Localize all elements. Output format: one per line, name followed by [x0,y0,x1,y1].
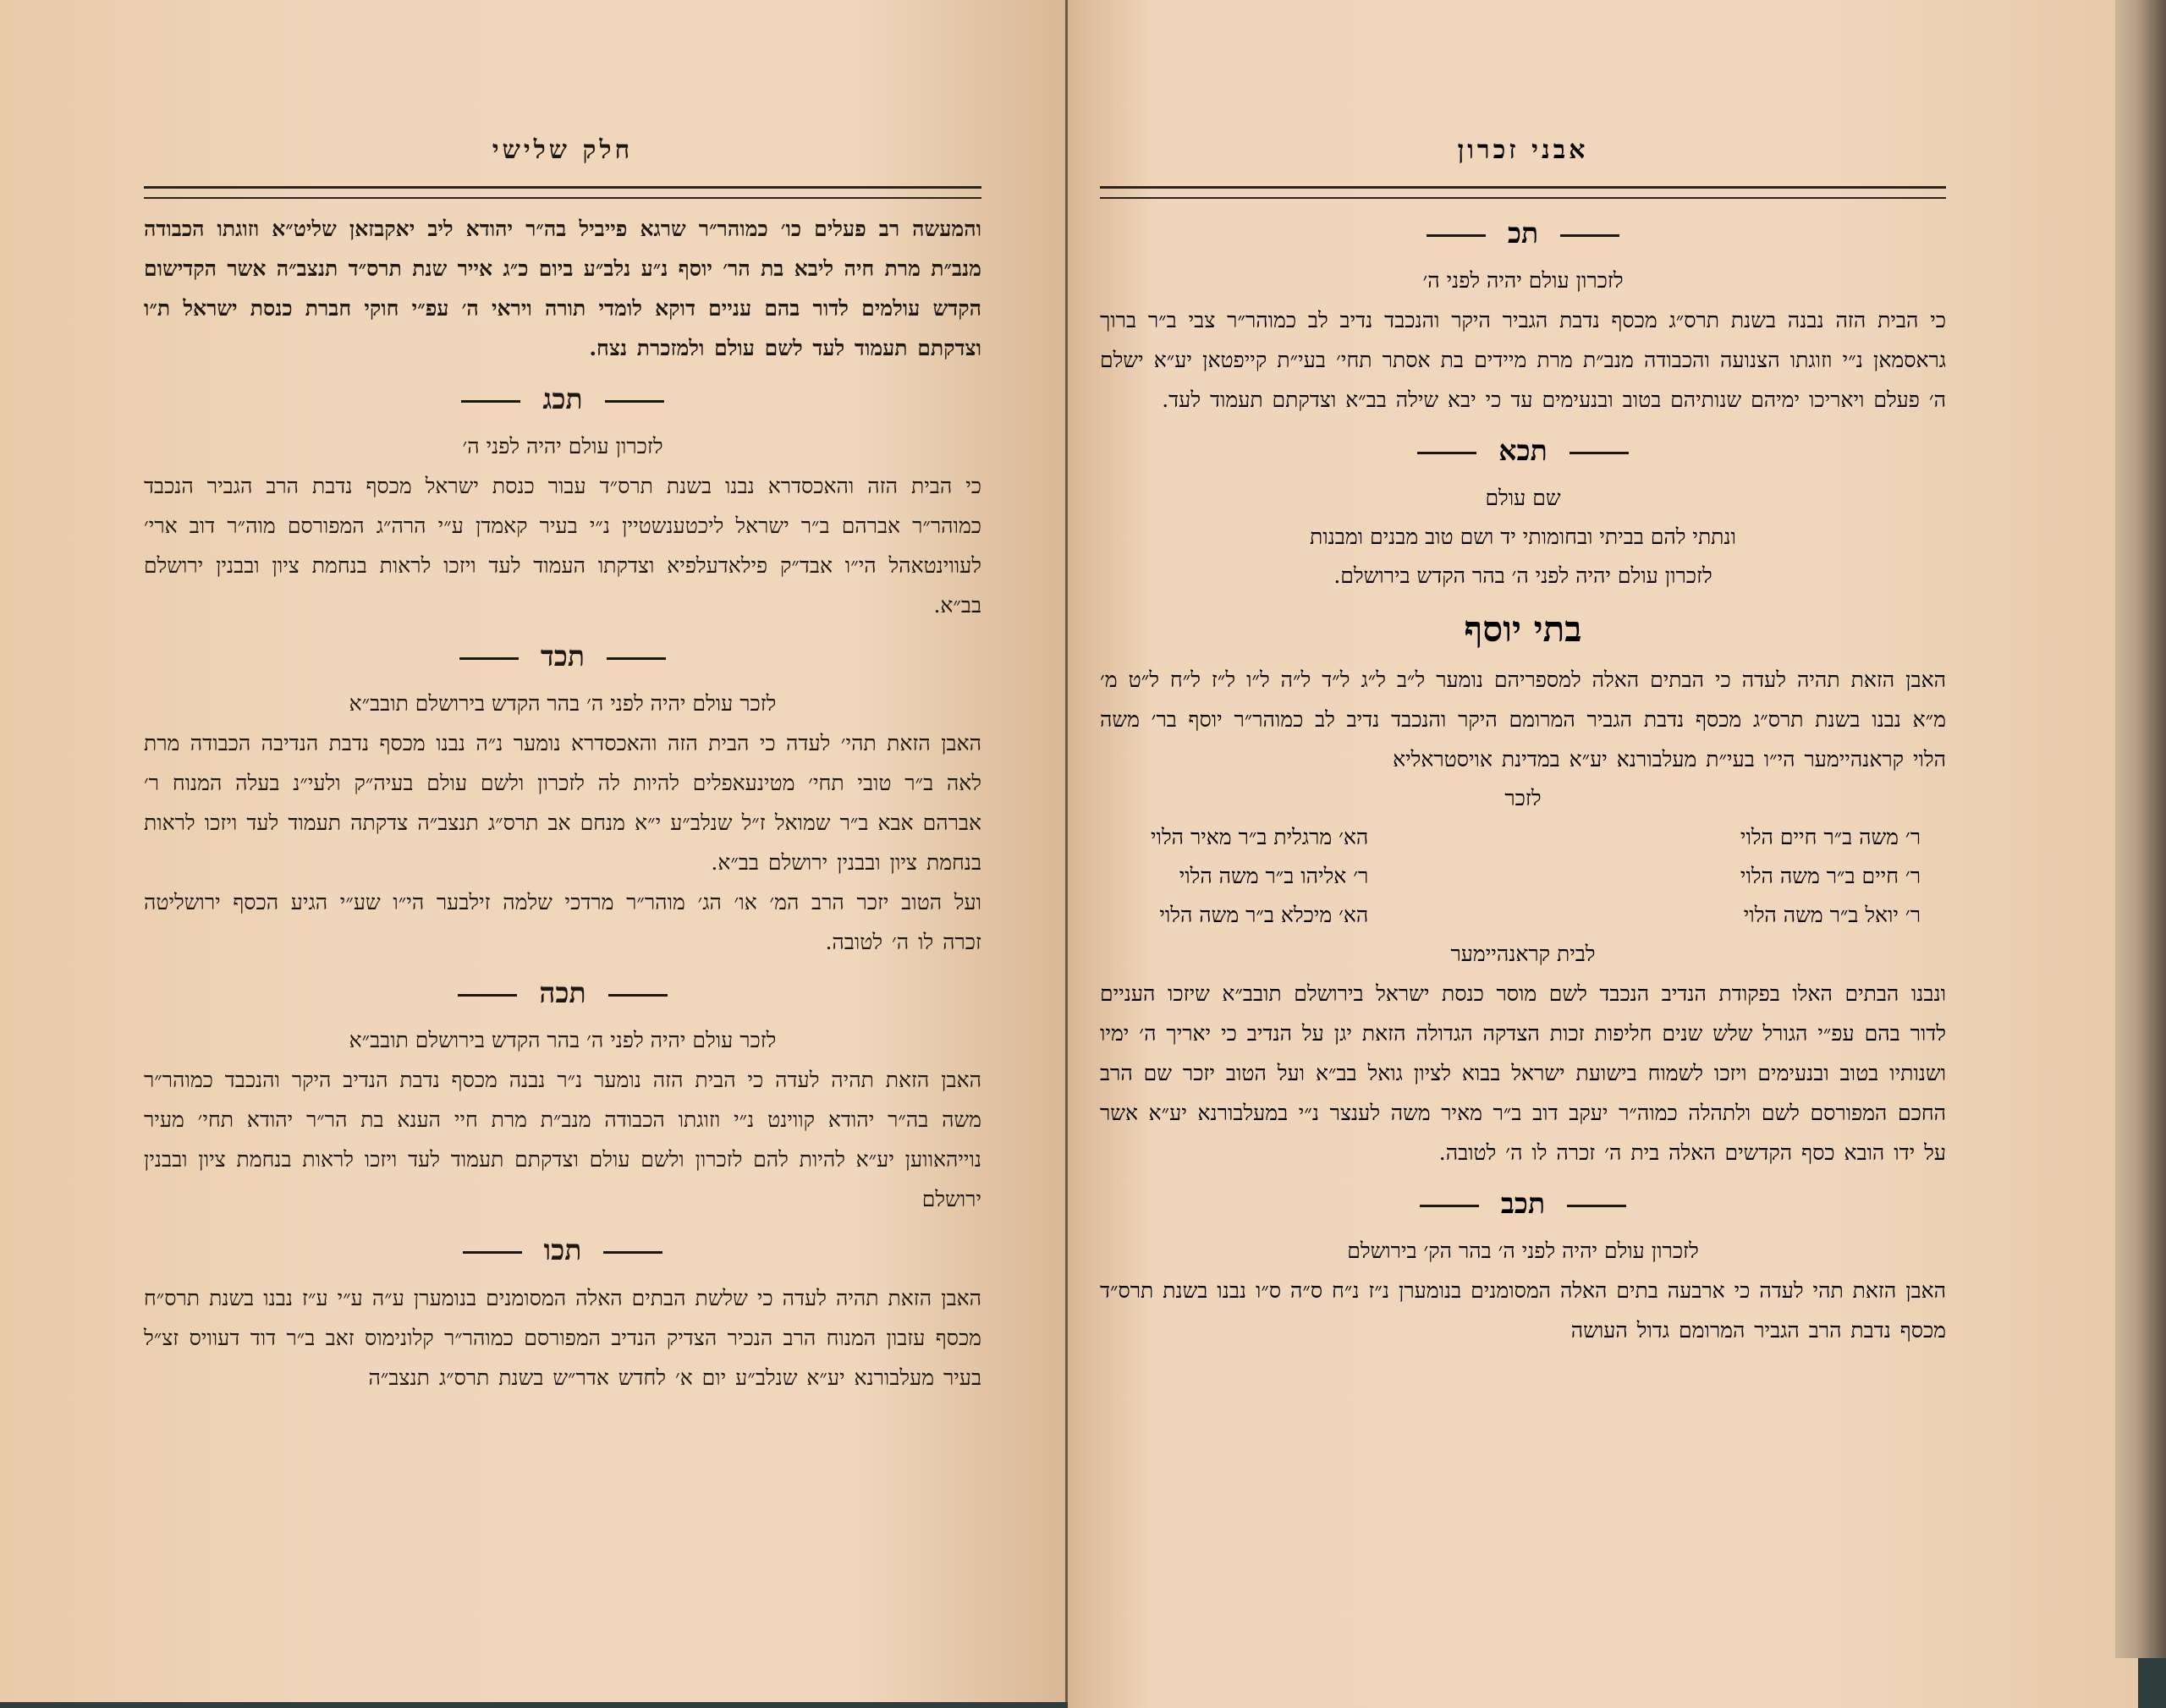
title-batei-yosef: בתי יוסף [1464,608,1582,650]
paragraph-batei-yosef-2: ונבנו הבתים האלו בפקודת הנדיב הנכבד לשם מוסר כנסת ישראל בירושלם תובב״א שיזכו העניים לדור בהם עפ״י הגורל שלש שנים חליפות זכות הצדקה הגדולה הזאת יגן על הנדיב כי יאריך ה׳ ימיו ושנותיו בטוב ובנעימים ויזכו לשמוח בישועת ישראל בבוא לציון גואל בב״א ועל הטוב יזכר שם הרב החכם המפורסם לשם ולתהלה כמוה״ר יעקב דוב ב״ר מאיר משה לענצר נ״י במעלבורנא יע״א אשר על ידו הובא כסף הקדשים האלה בית ה׳ זכרה לו ה׳ לטובה. [1100,981,1946,1165]
name-item: ר׳ יואל ב״ר משה הלוי [1743,903,1921,927]
lizkor-label: לזכר [1504,786,1542,810]
paragraph-tkh: האבן הזאת תהיה לעדה כי הבית הזה נומער נ״ר נבנה מכסף נדבת הנדיב היקר והנכבד כמוהר״ר משה בה״ר יהודא קווינט נ״י וזוגתו הכבודה מנב״ת מרת חיי הענא בת הר״ר יהודא תחי׳ מעיר נוייהאווען יע״א להיות להם לזכרון ולשם עולם וצדקתם תעמוד לעד ויזכו לראות בנחמת ציון ובבנין ירושלם [144,1068,981,1211]
section-heading-tkb: תכב [1100,1179,1946,1228]
paragraph-tkv: האבן הזאת תהיה לעדה כי שלשת הבתים האלה המסומנים בנומערן ע״ה ע״י ע״ז נבנו בשנת תרס״ח מכסף עזבון המנוח הרב הנכיר הצדיק הנדיב המפורסם כמוהר״ר קלונימוס זאב ב״ר דוד דעוויס זצ״ל בעיר מעלבורנא יע״א שנלב״ע יום א׳ לחדש אדר״ש בשנת תרס״ג תנצב״ה [144,1286,981,1390]
name-item: ר׳ משה ב״ר חיים הלוי [1740,825,1921,849]
section-heading-tka: תכא [1100,426,1946,475]
running-header-right: אבני זכרון [1457,135,1589,165]
verse-line-3: לזכרון עולם יהיה לפני ה׳ בהר הקדש בירושלם. [1333,563,1712,588]
paragraph-tkb: האבן הזאת תהי לעדה כי ארבעה בתים האלה המסומנים בנומערן נ״ז נ״ח ס״ה ס״ו נבנו בשנת תרס״ד מכסף נדבת הרב הגביר המרומם גדול העושה [1100,1278,1946,1343]
section-subtitle-tkg: לזכרון עולם יהיה לפני ה׳ [462,434,663,459]
family-line: לבית קראנהיימער [1450,942,1596,966]
memorial-names [1100,818,1946,935]
header-rule-right [1100,186,1946,199]
section-heading-tk: תכ [1100,209,1946,258]
name-item: הא׳ מיכלא ב״ר משה הלוי [1159,903,1369,927]
section-heading-tkg: תכג [144,375,981,424]
name-item: הא׳ מרגלית ב״ר מאיר הלוי [1151,825,1369,849]
section-heading-tkh: תכה [144,969,981,1018]
section-subtitle-tk: לזכרון עולם יהיה לפני ה׳ [1422,268,1624,293]
names-column-right [1740,818,1921,935]
right-page-content [1100,127,1946,1350]
section-subtitle-tkb: לזכרון עולם יהיה לפני ה׳ בהר הק׳ בירושלם [1347,1238,1699,1263]
names-column-left [1151,818,1368,935]
verse-line-1: שם עולם [1485,486,1561,510]
paragraph-batei-yosef: האבן הזאת תהיה לעדה כי הבתים האלה למספריהם נומער ל״ב ל״ג ל״ד ל״ה ל״ו ל״ז ל״ח ל״ט מ׳ מ״א נבנו בשנת תרס״ג מכסף נדבת הגביר המרומם היקר והנכבד נדיב לב כמוהר״ר יוסף בר׳ משה הלוי קראנהיימער הי״ו בעי״ת מעלבורנא יע״א במדינת אויסטראליא [1100,667,1946,772]
section-subtitle-tkd: לזכר עולם יהיה לפני ה׳ בהר הקדש בירושלם תובב״א [349,691,777,716]
paragraph-opening: והמעשה רב פעלים כו׳ כמוהר״ר שרגא פייביל בה״ר יהודא ליב יאקבזאן שליט״א וזוגתו הכבודה מנב״ת מרת חיה ליבא בת הר׳ יוסף נ״ע נלב״ע ביום כ״ג אייר שנת תרס״ד תנצב״ה אשר הקדישום הקדש עולמים לדור בהם עניים דוקא לומדי תורה ויראי ה׳ עפ״י חוקי חברת כנסת ישראל ת״ו וצדקתם תעמוד לעד לשם עולם ולמזכרת נצח. [144,217,981,360]
paragraph-tkd: האבן הזאת תהי׳ לעדה כי הבית הזה והאכסדרא נומער נ״ה נבנו מכסף נדבת הנדיבה הכבודה מרת לאה ב״ר טובי תחי׳ מטינעאפלים להיות לה לזכרון ולשם עולם בעיה״ק ולעי״נ בעלה המנוח ר׳ אברהם אבא ב״ר שמואל ז״ל שנלב״ע י״א מנחם אב תרס״ג תנצב״ה צדקתה תעמוד לעד ויזכו לראות בנחמת ציון ובבנין ירושלם בב״א. [144,731,981,875]
page-edge [2115,0,2166,1658]
name-item: ר׳ אליהו ב״ר משה הלוי [1179,864,1369,888]
header-rule-left [144,186,981,199]
verse-line-2: ונתתי להם בביתי ובחומותי יד ושם טוב מבנים ומבנות [1310,524,1736,549]
paragraph-tk: כי הבית הזה נבנה בשנת תרס״ג מכסף נדבת הגביר היקר והנכבד נדיב לב כמוהר״ר צבי ב״ר ברוך גראסמאן נ״י וזוגתו הצנועה והכבודה מנב״ת מרת מיידים בת אסתר תחי׳ בעי״ת קייפטאן יע״א ישלם ה׳ פעלם ויאריכו ימיהם שנותיהם בטוב ובנעימים עד כי יבא שילה בב״א וצדקתם תעמוד לעד. [1100,308,1946,412]
paragraph-tkd-2: ועל הטוב יזכר הרב המ׳ או׳ הג׳ מוהר״ר מרדכי שלמה זילבער הי״ו שע״י הגיע הכסף ירושליטה זכרה לו ה׳ לטובה. [144,890,981,954]
name-item: ר׳ חיים ב״ר משה הלוי [1740,864,1921,888]
left-page [0,0,1068,1702]
section-heading-tkd: תכד [144,632,981,681]
paragraph-tkg: כי הבית הזה והאכסדרא נבנו בשנת תרס״ד עבור כנסת ישראל מכסף נדבת הרב הגביר הנכבד כמוהר״ר אברהם ב״ר ישראל ליכטענשטיין נ״י בעיר קאמדן ע״י הרה״ג המפורסם מוה״ר דוב ארי׳ לעווינטאהל הי״ו אבד״ק פילאדעלפיא וצדקתו העמוד לעד ויזכו לראות בנחמת ציון ובבנין ירושלם בב״א. [144,474,981,618]
section-heading-tkv: תכו [144,1226,981,1275]
running-header-left: חלק שלישי [492,135,634,165]
section-subtitle-tkh: לזכר עולם יהיה לפני ה׳ בהר הקדש בירושלם תובב״א [349,1028,777,1052]
